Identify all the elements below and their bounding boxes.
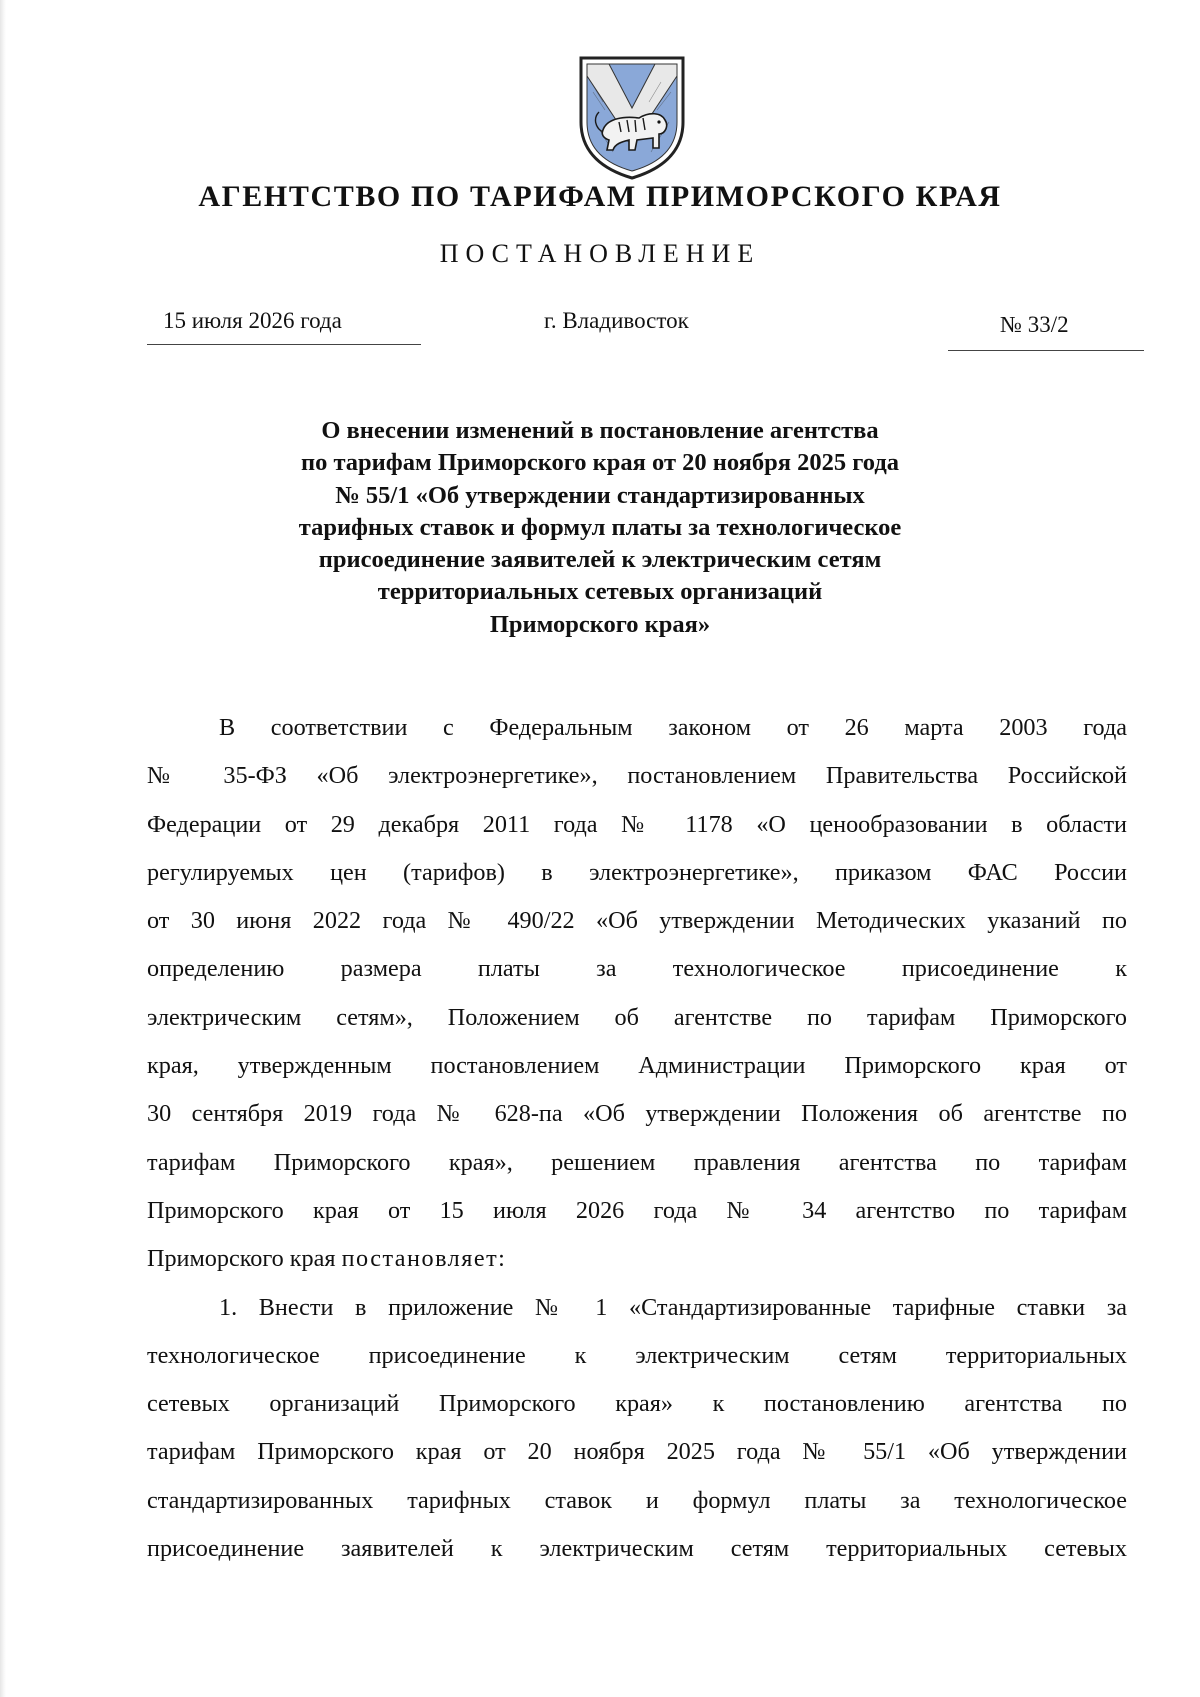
item1-line: стандартизированных тарифных ставок и формул платы за технологическое [147, 1486, 1127, 1514]
preamble-line: Федерации от 29 декабря 2011 года № 1178 «О ценообразовании в области [147, 810, 1127, 838]
heading-line: О внесении изменений в постановление агентства [321, 417, 879, 444]
heading-line: территориальных сетевых организаций [377, 578, 823, 606]
document-date: 15 июля 2026 года [163, 308, 342, 333]
agency-title: АГЕНТСТВО ПО ТАРИФАМ ПРИМОРСКОГО КРАЯ [198, 180, 1002, 213]
date-underline [147, 344, 421, 345]
item1-line: сетевых организаций Приморского края» к постановлению агентства по [147, 1390, 1127, 1418]
preamble-last-line [147, 1235, 1127, 1283]
preamble-line: регулируемых цен (тарифов) в электроэнергетике», приказом ФАС России [147, 858, 1127, 886]
heading-line: Приморского края» [489, 610, 711, 638]
preamble-line: 30 сентября 2019 года № 628-па «Об утверждении Положения об агентстве по [147, 1100, 1127, 1128]
item1-line: тарифам Приморского края от 20 ноября 2025 года № 55/1 «Об утверждении [147, 1438, 1127, 1466]
preamble-last-prefix: Приморского края [147, 1245, 342, 1273]
preamble-line: № 35-ФЗ «Об электроэнергетике», постановлением Правительства Российской [147, 762, 1127, 790]
document-number: № 33/2 [1000, 312, 1069, 337]
item1-line: технологическое присоединение к электрическим сетям территориальных [147, 1341, 1127, 1369]
document-type: ПОСТАНОВЛЕНИЕ [439, 239, 761, 268]
preamble-line: Приморского края от 15 июля 2026 года № 34 агентство по тарифам [147, 1196, 1127, 1224]
heading-line: тарифных ставок и формул платы за технологическое [298, 513, 902, 541]
number-underline [948, 350, 1144, 351]
preamble-line: В соответствии с Федеральным законом от 26 марта 2003 года [219, 714, 1127, 741]
preamble-line: от 30 июня 2022 года № 490/22 «Об утверждении Методических указаний по [147, 907, 1127, 935]
preamble-line: электрическим сетям», Положением об агентстве по тарифам Приморского [147, 1003, 1127, 1031]
heading-line: № 55/1 «Об утверждении стандартизированных [335, 481, 865, 509]
scan-edge [0, 0, 6, 1697]
document-body [147, 704, 1127, 1573]
heading-line: по тарифам Приморского края от 20 ноября 2025 года [300, 449, 899, 477]
preamble-line: края, утвержденным постановлением Администрации Приморского края от [147, 1052, 1127, 1080]
item1-line: присоединение заявителей к электрическим сетям территориальных сетевых [147, 1535, 1127, 1563]
document-heading [180, 415, 1020, 641]
document-city: г. Владивосток [544, 308, 689, 333]
heading-line: присоединение заявителей к электрическим сетям [318, 546, 882, 574]
primorsky-krai-coat-of-arms-icon [573, 52, 691, 180]
preamble-line: определению размера платы за технологическое присоединение к [147, 955, 1127, 983]
preamble-line: тарифам Приморского края», решением правления агентства по тарифам [147, 1148, 1127, 1176]
resolves-word: постановляет: [341, 1245, 507, 1273]
item1-line: 1. Внести в приложение № 1 «Стандартизированные тарифные ставки за [219, 1293, 1127, 1321]
